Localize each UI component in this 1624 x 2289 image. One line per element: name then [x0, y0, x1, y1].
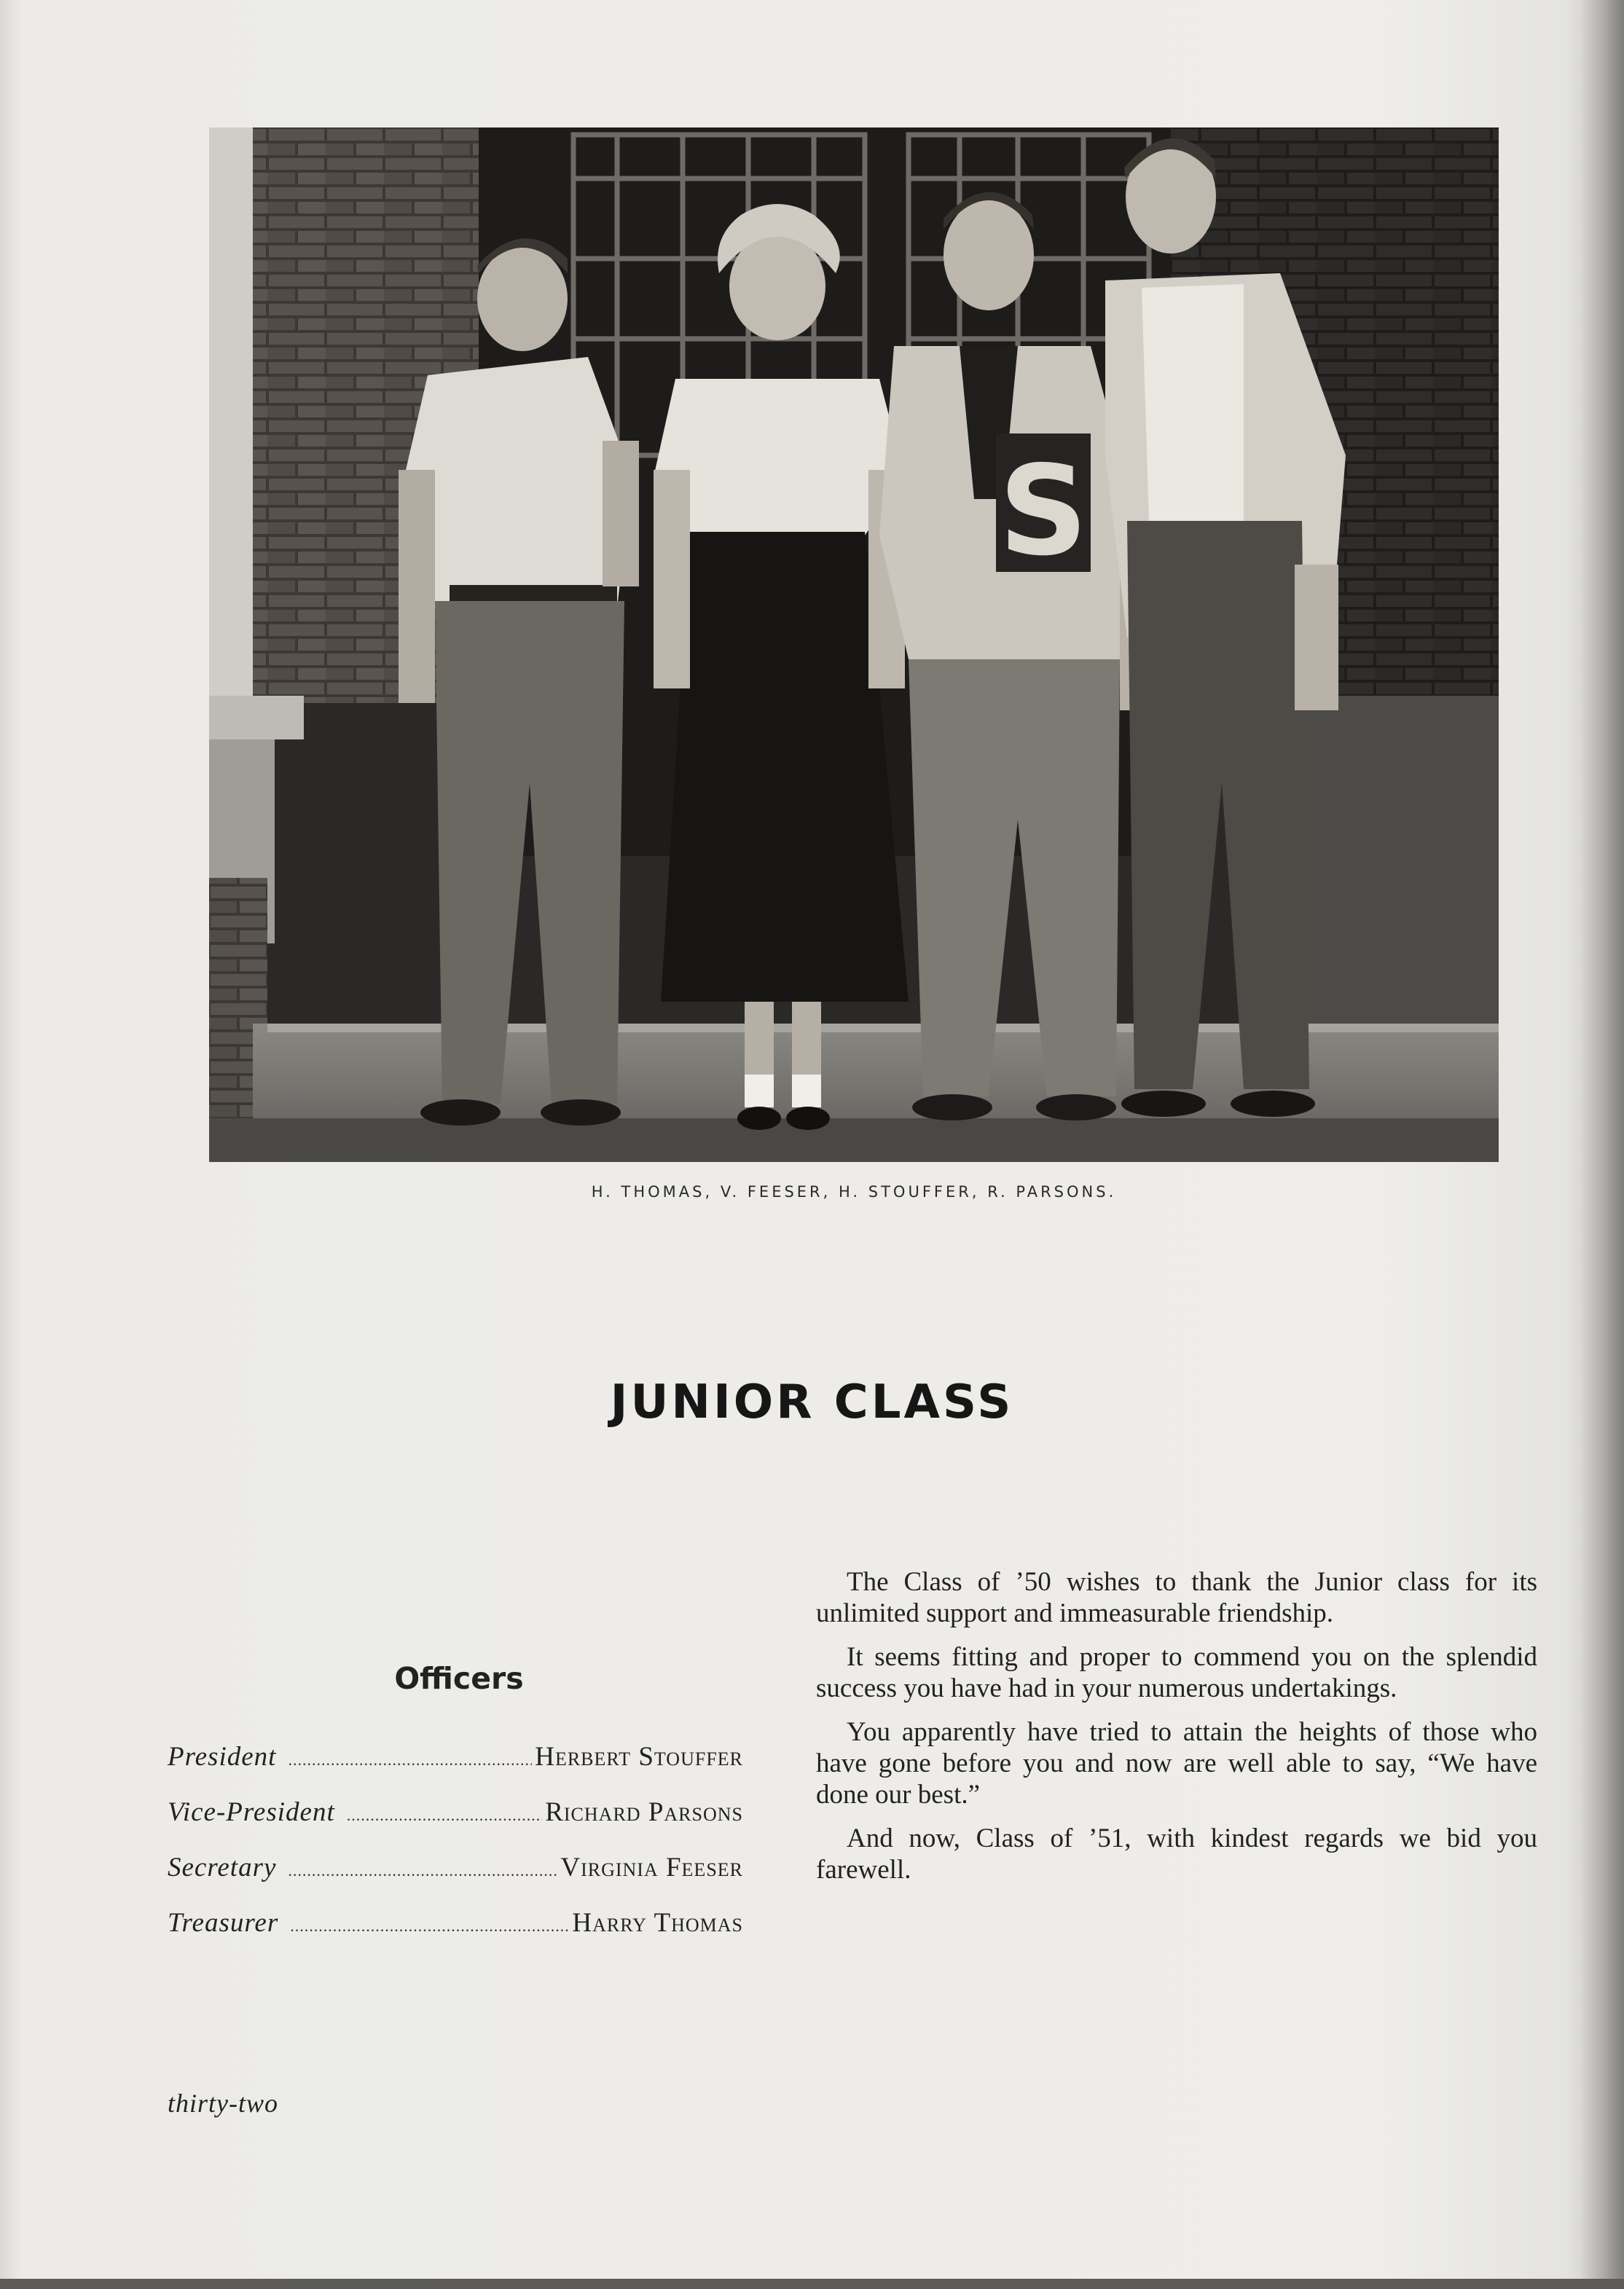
- page-number: thirty-two: [168, 2089, 278, 2118]
- page-heading: JUNIOR CLASS: [610, 1375, 1014, 1429]
- dot-leader: [347, 1806, 542, 1825]
- dot-leader: [288, 1751, 532, 1770]
- officer-name: Richard Parsons: [545, 1797, 743, 1827]
- dot-leader: [288, 1861, 557, 1880]
- dot-leader: [290, 1917, 569, 1936]
- farewell-text: [816, 1566, 1537, 1898]
- paragraph-commend: It seems fitting and proper to commend you on the splendid success you have had in your numerous undertakings.: [816, 1642, 1537, 1703]
- photo-caption: H. THOMAS, V. FEESER, H. STOUFFER, R. PARSONS.: [591, 1183, 1117, 1201]
- officer-role: Secretary: [168, 1853, 277, 1882]
- scan-edge: [0, 2279, 1624, 2289]
- class-officers-photo: [209, 127, 1499, 1162]
- officer-role: President: [168, 1742, 277, 1772]
- paragraph-farewell: And now, Class of ’51, with kindest regards we bid you farewell.: [816, 1823, 1537, 1885]
- binding-shadow: [1580, 0, 1624, 2289]
- officer-role: Vice-President: [168, 1797, 335, 1827]
- officer-row-vice-president: [168, 1797, 743, 1833]
- officer-name: Harry Thomas: [572, 1908, 743, 1938]
- officer-name: Virginia Feeser: [560, 1853, 743, 1882]
- officer-row-president: [168, 1741, 743, 1778]
- officer-role: Treasurer: [168, 1908, 279, 1938]
- officer-row-treasurer: [168, 1907, 743, 1944]
- officers-title: Officers: [394, 1661, 524, 1696]
- paragraph-thanks: The Class of ’50 wishes to thank the Junior class for its unlimited support and immeasurable friendship.: [816, 1567, 1537, 1628]
- sweater-letter: S: [998, 439, 1088, 584]
- paragraph-heights: You apparently have tried to attain the heights of those who have gone before you and now are well able to say, “We have done our best.”: [816, 1717, 1537, 1810]
- officer-name: Herbert Stouffer: [535, 1742, 743, 1772]
- officer-row-secretary: [168, 1852, 743, 1888]
